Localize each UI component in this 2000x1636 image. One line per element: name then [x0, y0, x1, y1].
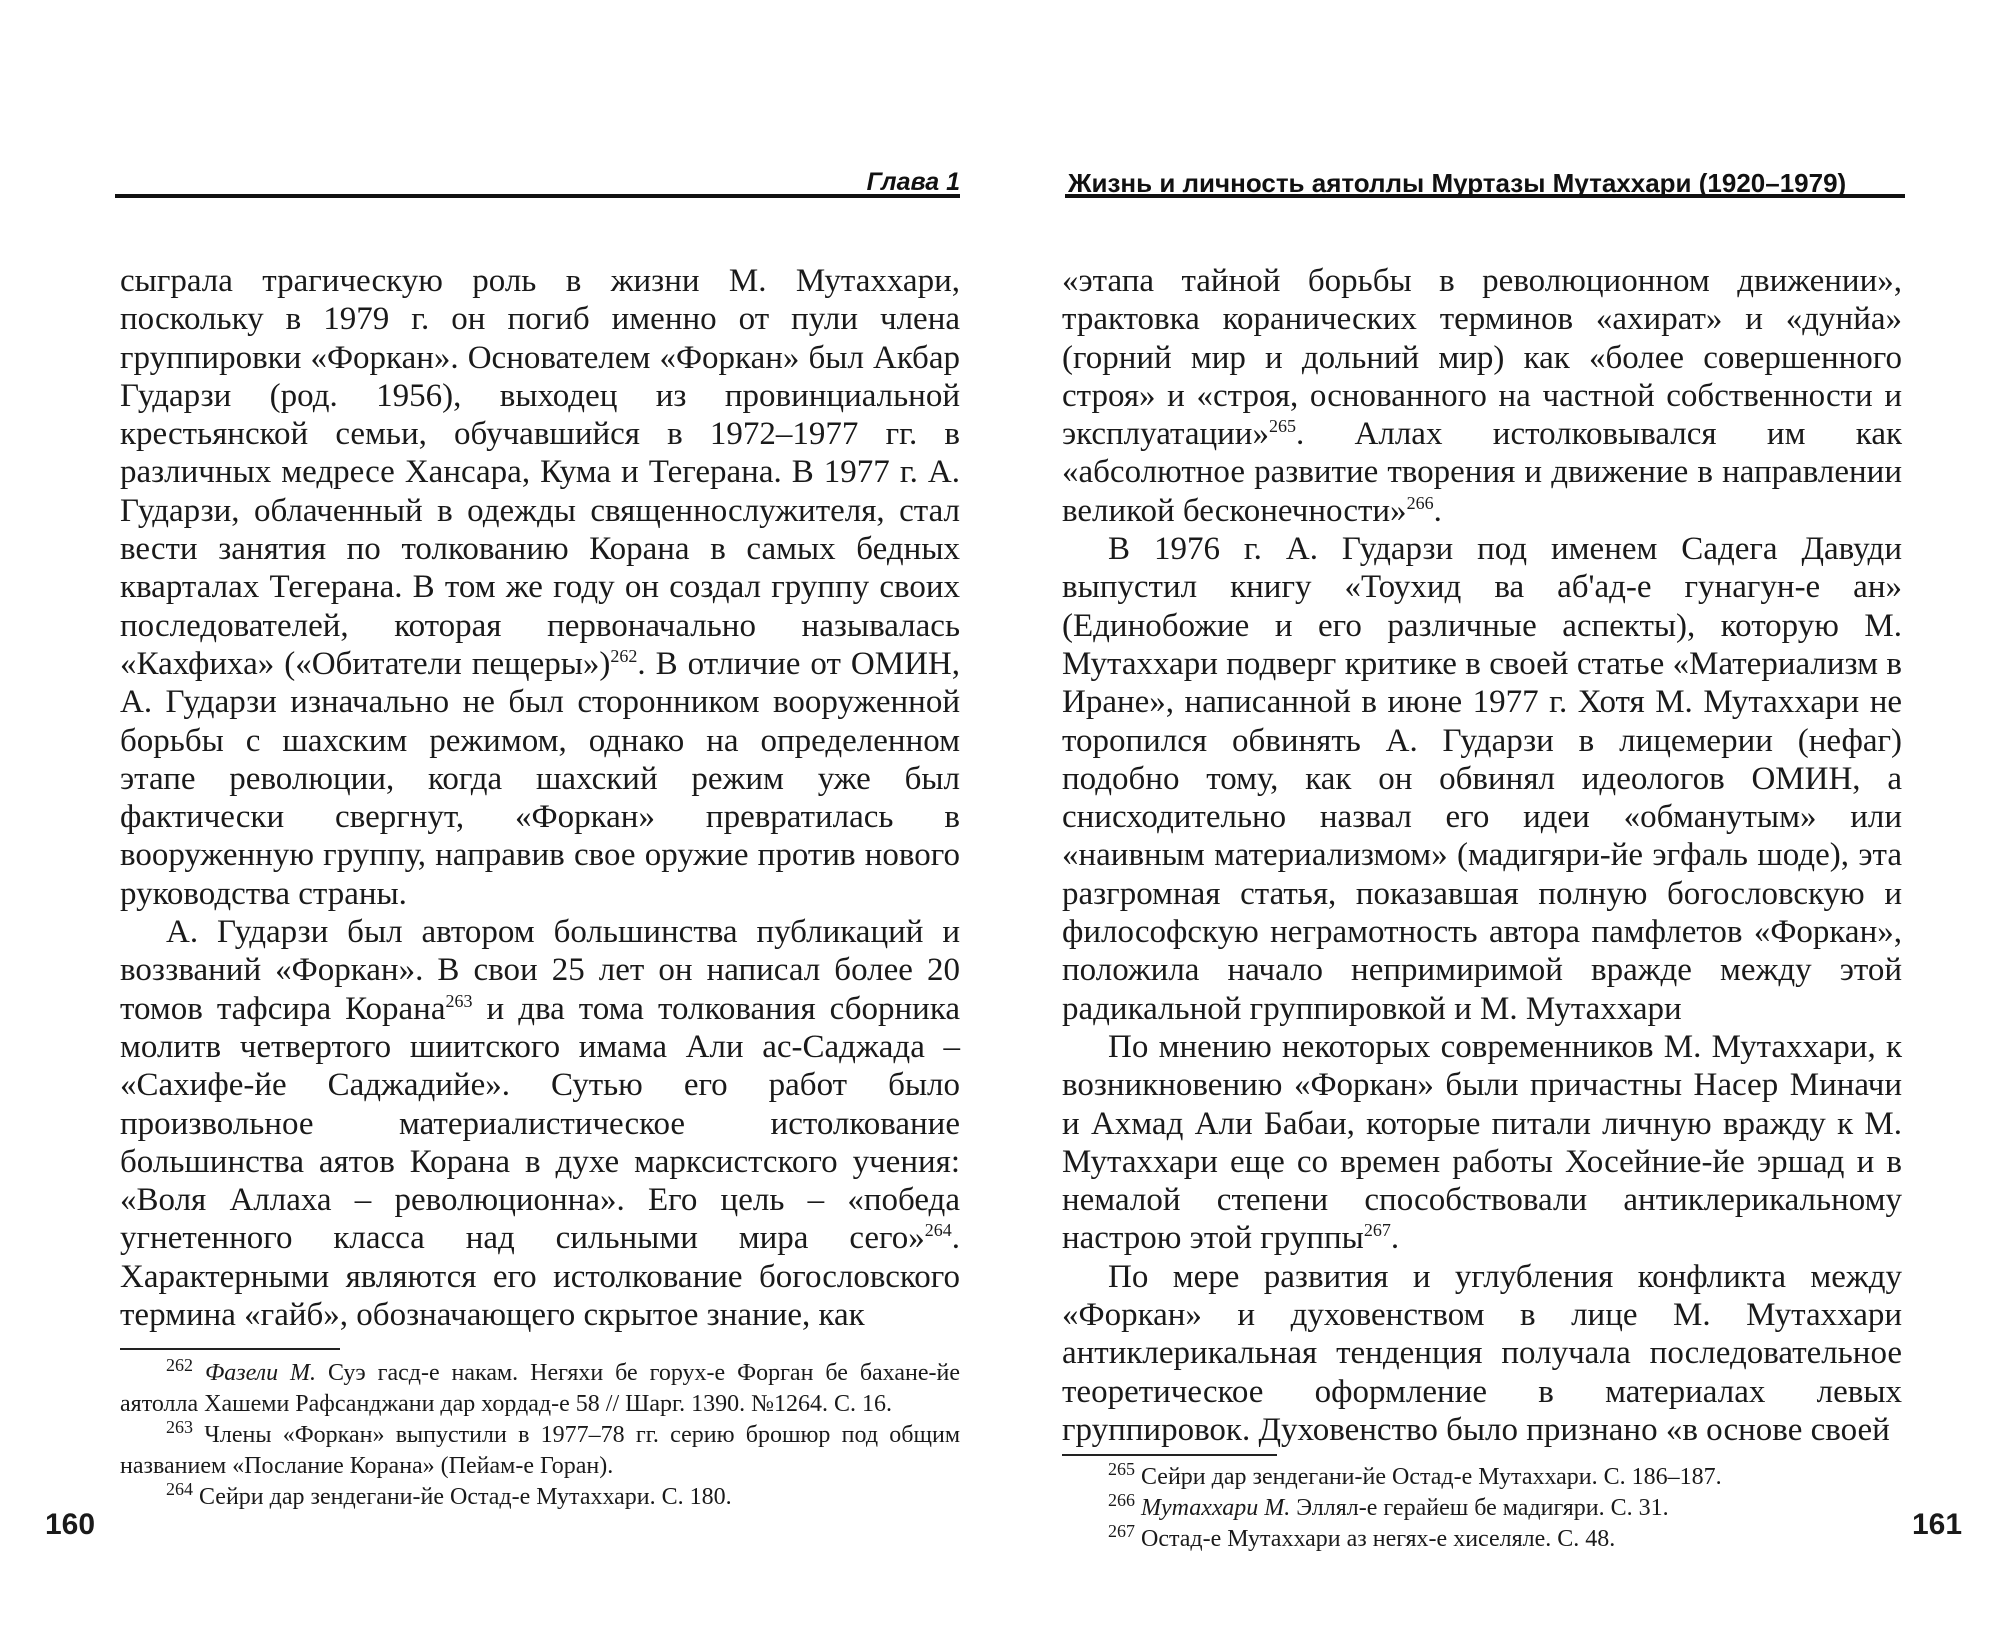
footnote-ref: 262	[610, 645, 638, 666]
footnote-ref: 265	[1268, 416, 1296, 437]
footnote-rule	[120, 1348, 340, 1350]
footnote: $^{264}$ Сейри дар зендегани-йе Остад-е Мутаххари. С. 180.	[166, 1479, 732, 1510]
header-rule	[115, 194, 960, 198]
footnote: $^{267}$ Остад-е Мутаххари аз негях-е хиселяле. С. 48.	[1108, 1521, 1616, 1552]
paragraph: В 1976 г. А. Гударзи под именем Садега Давуди выпустил книгу «Тоухид ва аб'ад-е гунагун-е ан» (Единобожие и его различные аспекты), которую М. Мутаххари подверг критике в своей статье «Материализм в Иране», написанной в июне 1977 г. Хотя М. Мутаххари не торопился обвинять А. Гударзи в лицемерии (нефаг) подобно тому, как он обвинял идеологов ОМИН, а снисходительно назвал его идеи «обманутым» или «наивным материализмом» (мадигяри-йе эгфаль шоде), эта разгромная статья, показавшая полную богословскую и философскую неграмотность автора памфлетов «Форкан», положила начало непримиримой вражде между этой радикальной группировкой и М. Мутаххари	[1062, 531, 1902, 1027]
footnote: $^{265}$ Сейри дар зендегани-йе Остад-е Мутаххари. С. 186–187.	[1108, 1459, 1722, 1490]
header-rule	[1065, 194, 1905, 198]
footnote-ref: 263	[445, 990, 473, 1011]
footnote: $^{266}$ Мутаххари М. Эллял-е герайеш бе мадигяри. С. 31.	[1108, 1490, 1669, 1521]
paragraph: По мнению некоторых современников М. Мутаххари, к возникновению «Форкан» были причастны Насер Миначи и Ахмад Али Бабаи, которые питали личную вражду к М. Мутаххари еще со времен работы Хосейние-йе эршад и в немалой степени способствовали антиклерикальному настрою этой группы$^{267}$.	[1062, 1028, 1902, 1257]
paragraph: По мере развития и углубления конфликта между «Форкан» и духовенством в лице М. Мутаххари антиклерикальная тенденция получала последовательное теоретическое оформление в материалах левых группировок. Духовенство было признано «в основе своей	[1062, 1258, 1902, 1448]
body-text	[120, 262, 960, 1334]
paragraph: «этапа тайной борьбы в революционном движении», трактовка коранических терминов «ахират» и «дунйа» (горний мир и дольний мир) как «более совершенного строя» и «строя, основанного на частной собственности и эксплуатации»$^{265}$. Аллах истолковывался им как «абсолютное развитие творения и движение в направлении великой бесконечности»$^{266}$.	[1062, 263, 1902, 529]
running-head-title: Жизнь и личность аятоллы Муртазы Мутаххари (1920–1979)	[1068, 168, 1847, 198]
footnote-ref: 264	[924, 1220, 952, 1241]
footnotes	[120, 1355, 961, 1513]
footnotes	[1062, 1459, 1902, 1555]
right-page	[1000, 0, 2000, 1636]
paragraph: сыграла трагическую роль в жизни М. Мутаххари, поскольку в 1979 г. он погиб именно от пули члена группировки «Форкан». Основателем «Форкан» был Акбар Гударзи (род. 1956), выходец из провинциальной крестьянской семьи, обучавшийся в 1972–1977 гг. в различных медресе Хансара, Кума и Тегерана. В 1977 г. А. Гударзи, облаченный в одежды священнослужителя, стал вести занятия по толкованию Корана в самых бедных кварталах Тегерана. В том же году он создал группу своих последователей, которая первоначально называлась «Кахфиха» («Обитатели пещеры»)$^{262}$. В отличие от ОМИН, А. Гударзи изначально не был сторонником вооруженной борьбы с шахским режимом, однако на определенном этапе революции, когда шахский режим уже был фактически свергнут, «Форкан» превратилась в вооруженную группу, направив свое оружие против нового руководства страны.	[120, 263, 960, 912]
paragraph: А. Гударзи был автором большинства публикаций и воззваний «Форкан». В свои 25 лет он написал более 20 томов тафсира Корана$^{263}$ и два тома толкования сборника молитв четвертого шиитского имама Али ас-Саджада – «Сахифе-йе Саджадийе». Сутью его работ было произвольное материалистическое истолкование большинства аятов Корана в духе марксистского учения: «Воля Аллаха – революционна». Его цель – «победа угнетенного класса над сильными мира сего»$^{264}$. Характерными являются его истолкование богословского термина «гайб», обозначающего скрытое знание, как	[120, 914, 961, 1334]
footnote-rule	[1062, 1454, 1277, 1456]
running-head-chapter: Глава 1	[866, 168, 960, 196]
footnote: $^{262}$ Фазели М. Суэ гасд-е накам. Негяхи бе горух-е Форган бе бахане-йе аятолла Хашеми Рафсанджани дар хордад-е 58 // Шарг. 1390. №1264. С. 16.	[120, 1355, 961, 1417]
footnote-ref: 267	[1363, 1220, 1391, 1241]
body-text	[1062, 262, 1902, 1449]
footnote-ref: 266	[1406, 492, 1434, 513]
page-number: 161	[1912, 1508, 1963, 1541]
page-number: 160	[45, 1508, 96, 1541]
footnote: $^{263}$ Члены «Форкан» выпустили в 1977–78 гг. серию брошюр под общим названием «Послание Корана» (Пейам-е Горан).	[120, 1417, 961, 1479]
